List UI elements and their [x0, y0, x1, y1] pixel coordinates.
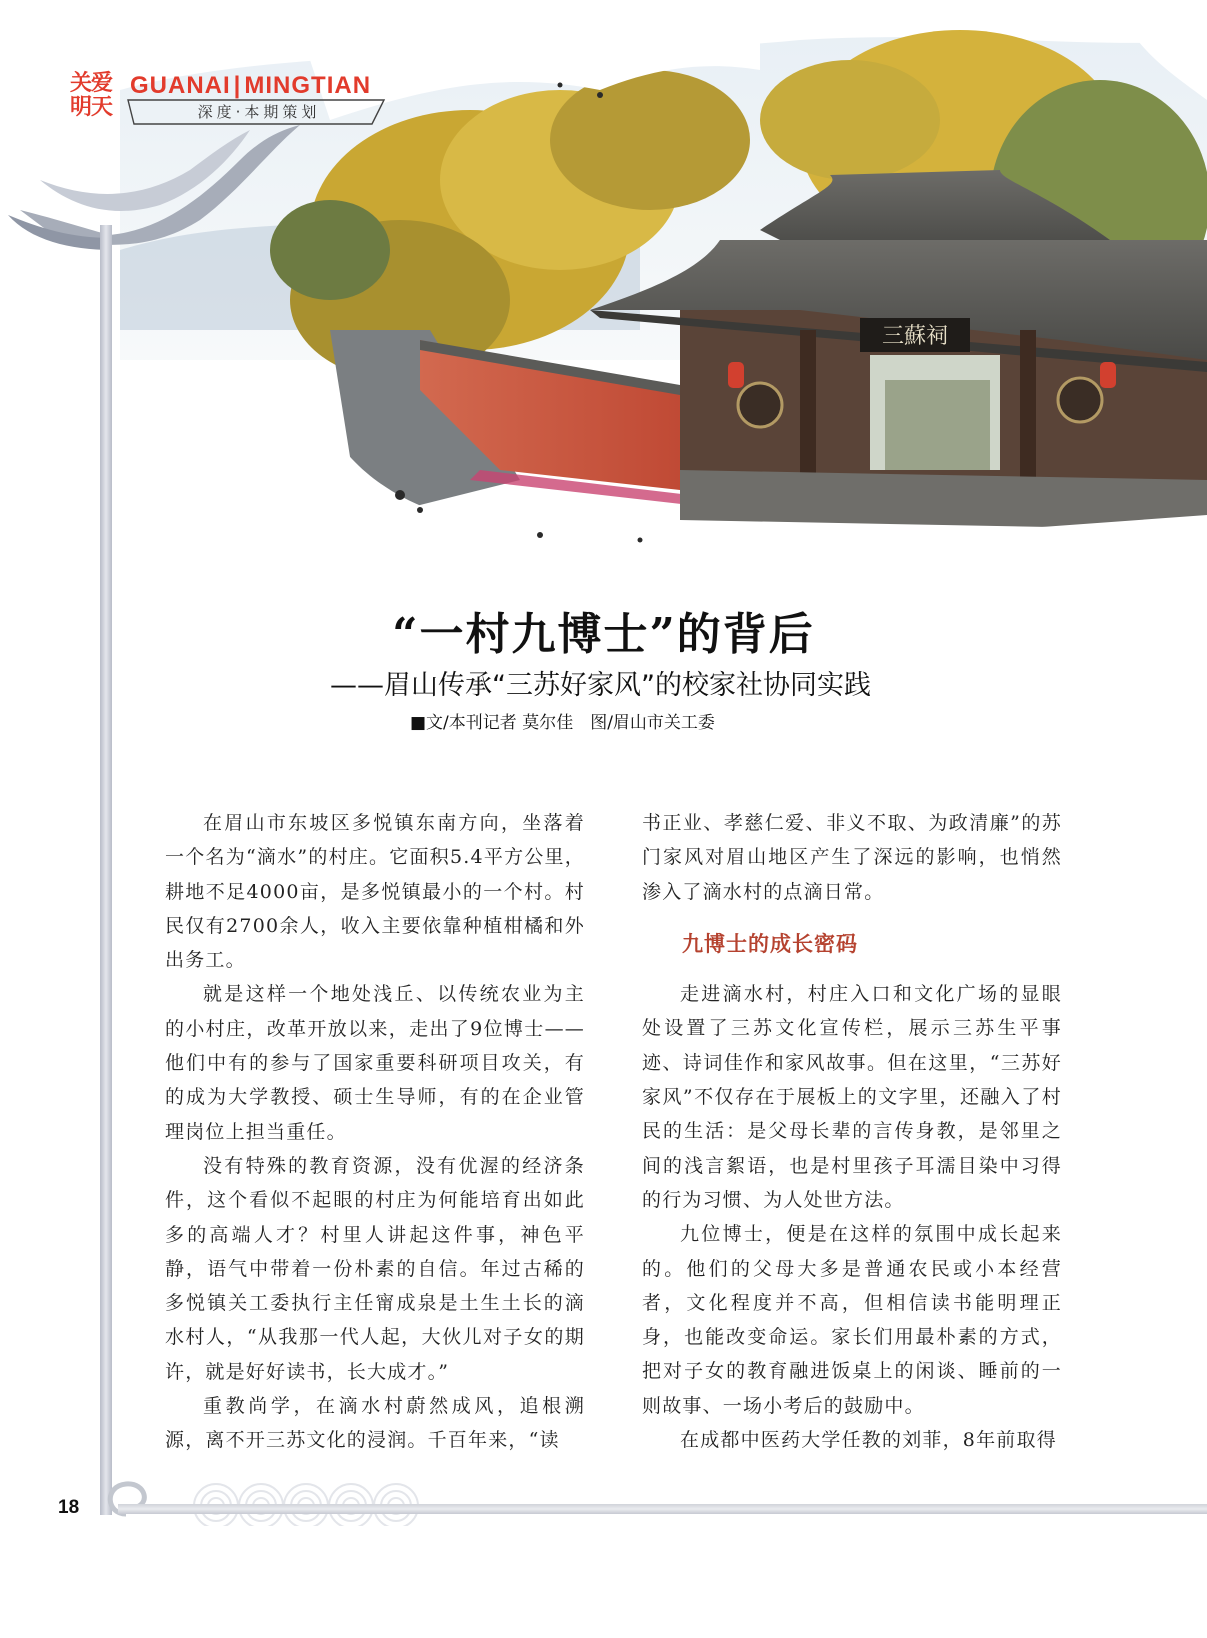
paragraph-continued: 书正业、孝慈仁爱、非义不取、为政清廉”的苏门家风对眉山地区产生了深远的影响，也悄然渗入了滴水村的点滴日常。 — [642, 812, 1062, 903]
logo-en-right: MINGTIAN — [244, 72, 372, 99]
body-column-left — [165, 806, 585, 1458]
paragraph: 在眉山市东坡区多悦镇东南方向，坐落着一个名为“滴水”的村庄。它面积5.4平方公里，耕地不足4000亩，是多悦镇最小的一个村。村民仅有2700余人，收入主要依靠种植柑橘和外出务工。 — [165, 812, 585, 972]
paragraph: 就是这样一个地处浅丘、以传统农业为主的小村庄，改革开放以来，走出了9位博士——他们中有的参与了国家重要科研项目攻关，有的成为大学教授、硕士生导师，有的在企业管理岗位上担当重任。 — [165, 983, 585, 1143]
plaque-text: 三蘇祠 — [881, 324, 949, 349]
article-subtitle: ——眉山传承“三苏好家风”的校家社协同实践 — [330, 670, 871, 701]
page-number: 18 — [58, 1497, 80, 1518]
paragraph: 重教尚学，在滴水村蔚然成风，追根溯源，离不开三苏文化的浸润。千百年来，“读 — [165, 1395, 585, 1452]
footer-cloud-pattern — [96, 1466, 516, 1526]
body-column-right — [642, 806, 1062, 1457]
article-byline: ■文/本刊记者 莫尔佳 图/眉山市关工委 — [410, 713, 715, 733]
logo-separator: | — [233, 72, 242, 99]
magazine-logo — [70, 72, 120, 132]
paragraph: 走进滴水村，村庄入口和文化广场的显眼处设置了三苏文化宣传栏，展示三苏生平事迹、诗词佳作和家风故事。但在这里，“三苏好家风”不仅存在于展板上的文字里，还融入了村民的生活：是父母长辈的言传身教，是邻里之间的浅言絮语，也是村里孩子耳濡目染中习得的行为习惯、为人处世方法。 — [642, 983, 1062, 1211]
paragraph: 没有特殊的教育资源，没有优渥的经济条件，这个看似不起眼的村庄为何能培育出如此多的高端人才？村里人讲起这件事，神色平静，语气中带着一份朴素的自信。年过古稀的多悦镇关工委执行主任甯成泉是土生土长的滴水村人，“从我那一代人起，大伙儿对子女的期许，就是好好读书，长大成才。” — [165, 1154, 585, 1383]
section-heading: 九博士的成长密码 — [682, 931, 858, 956]
logo-en — [130, 72, 371, 100]
column-tag: 深度·本期策划 — [197, 103, 321, 121]
paragraph: 在成都中医药大学任教的刘菲，8年前取得 — [680, 1429, 1057, 1452]
article-title: “一村九博士”的背后 — [392, 609, 815, 660]
footer-bar — [118, 1504, 1207, 1514]
decorative-pillar — [100, 225, 112, 1515]
paragraph: 九位博士，便是在这样的氛围中成长起来的。他们的父母大多是普通农民或小本经营者，文化程度并不高，但相信读书能明理正身，也能改变命运。家长们用最朴素的方式，把对子女的教育融进饭桌上的闲谈、睡前的一则故事、一场小考后的鼓励中。 — [642, 1223, 1062, 1417]
logo-cn-line2: 明天 — [70, 95, 113, 120]
logo-en-left: GUANAI — [130, 72, 231, 99]
logo-cn-line1: 关爱 — [70, 71, 113, 96]
